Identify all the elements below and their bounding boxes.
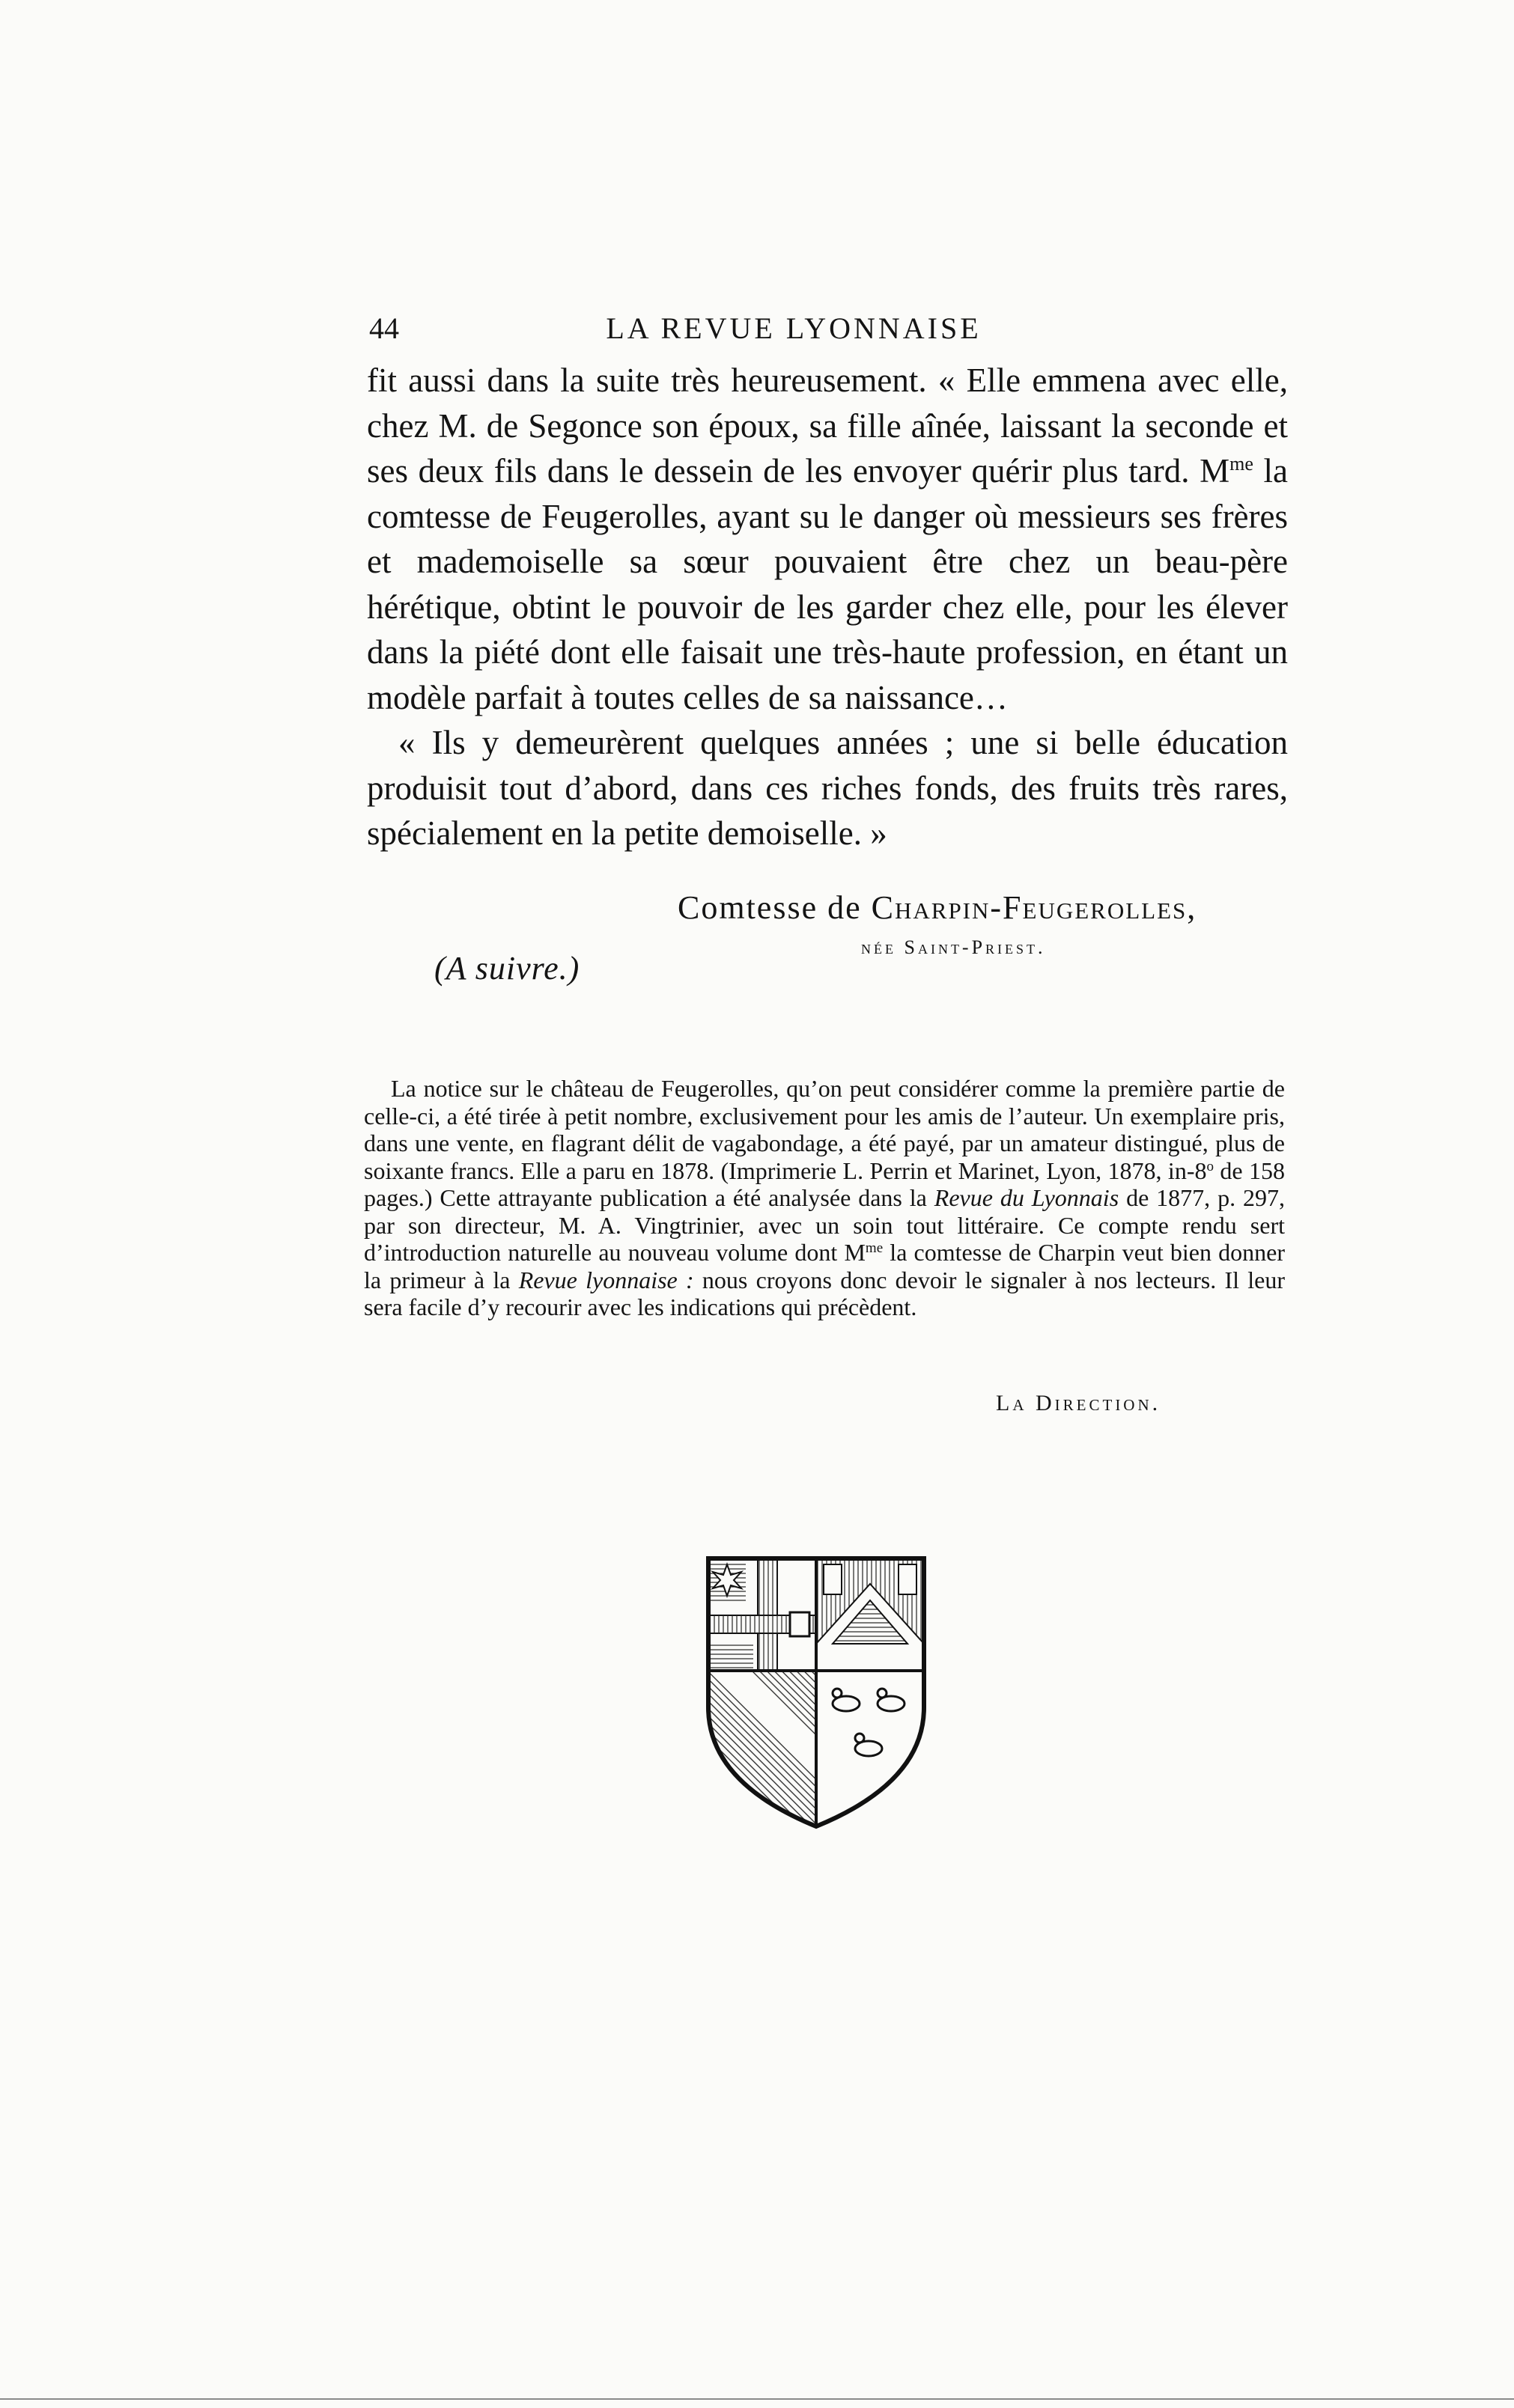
running-title: LA REVUE LYONNAISE — [606, 311, 982, 345]
signature-prefix: Comtesse de — [678, 889, 872, 926]
page-bottom-rule — [0, 2398, 1514, 2400]
note-signature: La Direction. — [996, 1391, 1161, 1415]
editorial-note — [364, 1075, 1285, 1321]
signature-suffix: , — [1187, 889, 1197, 926]
note-text-4: la comtesse de Charpin veut bien donner la primeur à la — [364, 1239, 1286, 1293]
coat-of-arms-icon — [704, 1554, 928, 1831]
paragraph-2: « Ils y demeurèrent quelques années ; une si belle éducation produisit tout d’abord, dans ces riches fonds, des fruits très rares, spécialement en la petite demoiselle. » — [367, 724, 1288, 852]
note-text-1: La notice sur le château de Feugerolles, qu’on peut considérer comme la première partie de celle-ci, a été tirée à petit nombre, exclusivement pour les amis de l’auteur. Un exemplaire pris, dans une vente, en flagrant délit de vagabondage, a été payé, par un amateur distingué, plus de soixante francs. Elle a paru en 1878. (Imprimerie L. Perrin et Marinet, Lyon, 1878, in-8 — [364, 1075, 1285, 1184]
note-text-2: de 158 pages.) Cette attrayante publication a été analysée dans la — [364, 1156, 1285, 1211]
author-signature — [678, 888, 1197, 927]
page-number: 44 — [369, 311, 399, 345]
note-text-5: nous croyons donc devoir le signaler à nos lecteurs. Il leur sera facile d’y recourir avec les indications qui précèdent. — [364, 1266, 1286, 1320]
note-superscript-2: me — [865, 1240, 884, 1256]
paragraph-1-text-b: la comtesse de Feugerolles, ayant su le danger où messieurs ses frères et mademoiselle sa sœur pouvaient être chez un beau-père hérétique, obtint le pouvoir de les garder chez elle, pour les élever dans la piété dont elle faisait une très-haute profession, en étant un modèle parfait à toutes celles de sa naissance… — [367, 452, 1289, 716]
abbreviation-superscript: me — [1229, 453, 1253, 475]
note-italic-1: Revue du Lyonnais — [934, 1184, 1119, 1211]
to-be-continued: (A suivre.) — [434, 950, 580, 987]
note-italic-2: Revue lyonnaise : — [518, 1266, 694, 1293]
note-paragraph — [364, 1075, 1285, 1321]
paragraph-1-text-a: fit aussi dans la suite très heureusement. « Elle emmena avec elle, chez M. de Segonce son époux, sa fille aînée, laissant la seconde et ses deux fils dans le dessein de les envoyer quérir plus tard. M — [367, 362, 1288, 490]
author-birth-name: née Saint-Priest. — [861, 936, 1046, 958]
note-text-3: de 1877, p. 297, par son directeur, M. A. Vingtrinier, avec un soin tout littéraire. Ce compte rendu sert d’introduction naturelle au nouveau volume dont M — [364, 1184, 1286, 1266]
signature-name: Charpin-Feugerolles — [871, 889, 1188, 926]
note-superscript-1: o — [1206, 1158, 1214, 1174]
body-text — [367, 358, 1288, 856]
paragraph-1 — [367, 358, 1288, 720]
